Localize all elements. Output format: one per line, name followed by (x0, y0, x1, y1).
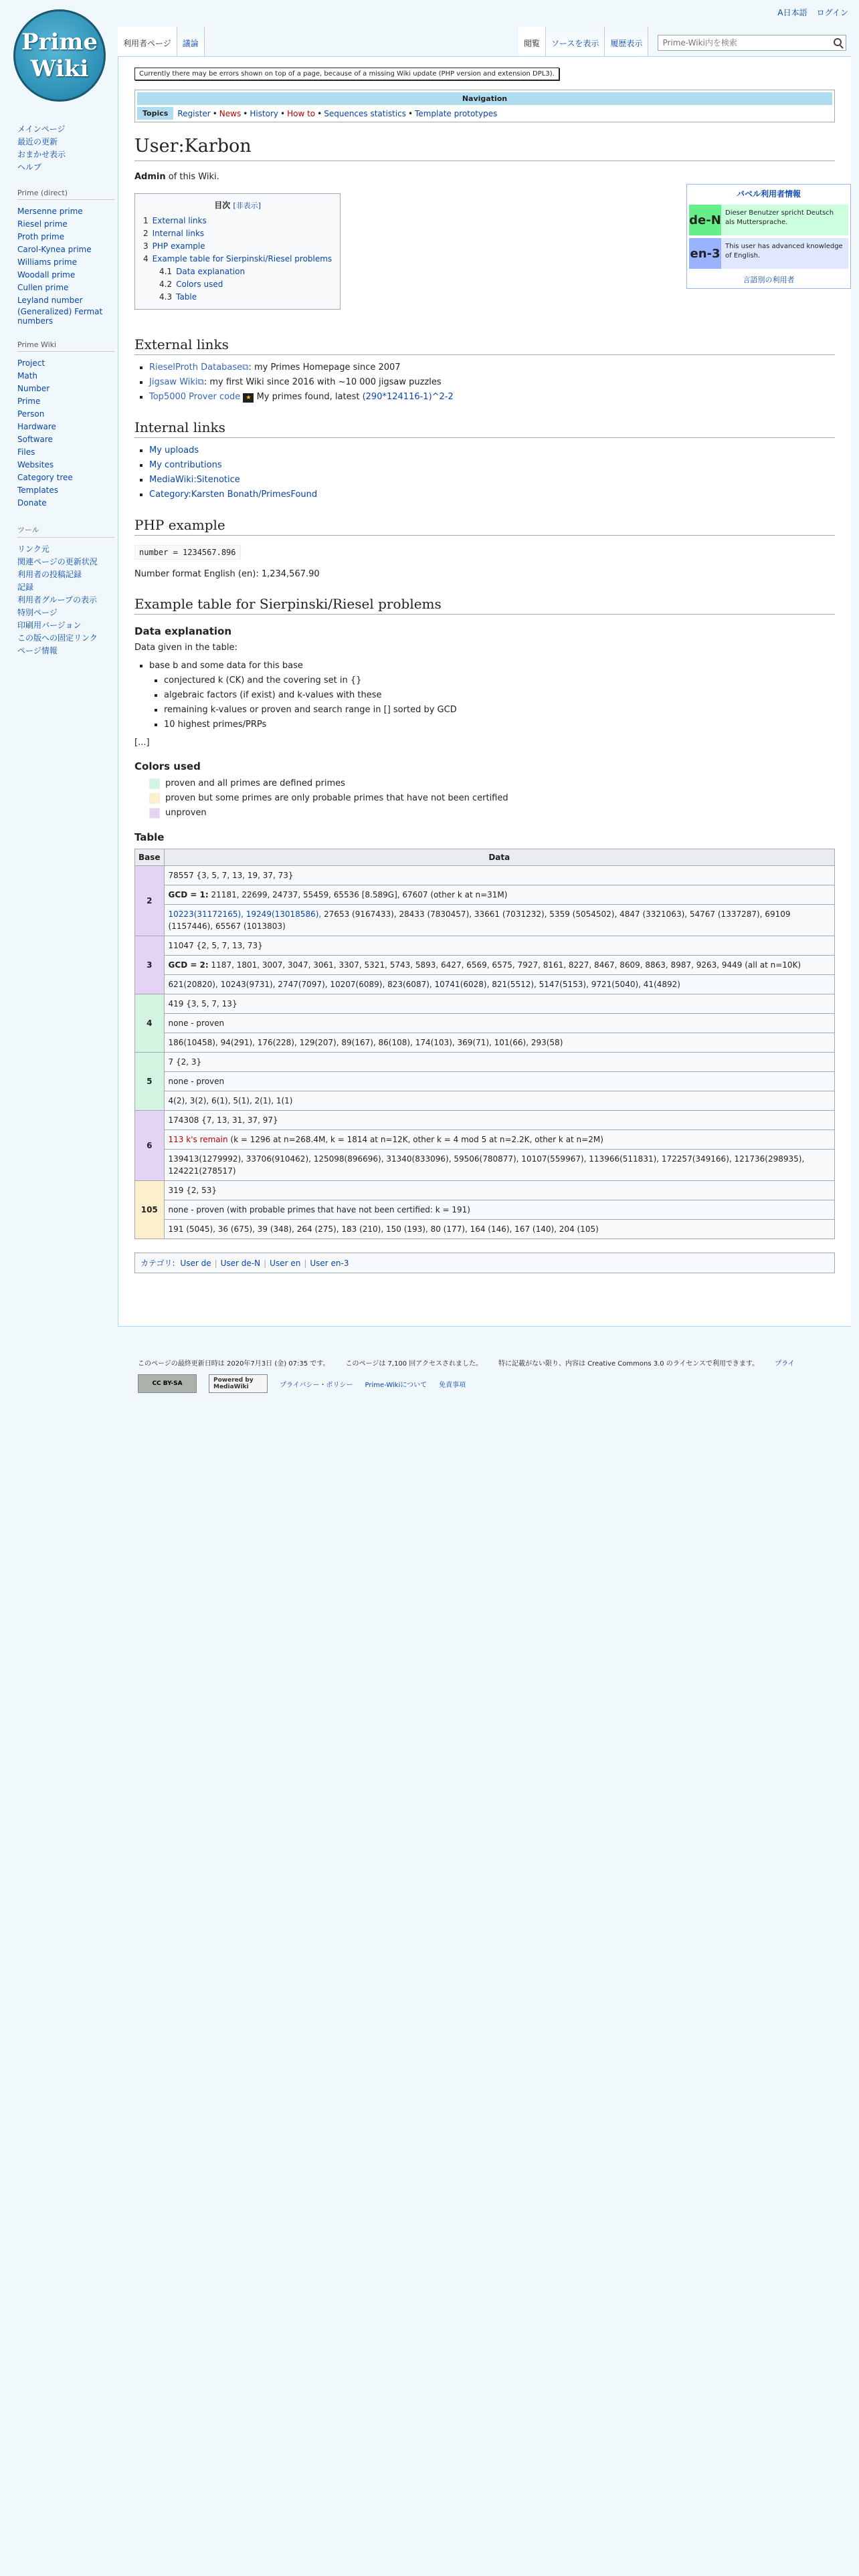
navbox-link-templates[interactable]: Template prototypes (415, 108, 498, 118)
list-item (149, 443, 835, 458)
navbox-title: Navigation (137, 92, 832, 105)
namespace-tabs (118, 27, 205, 56)
toc-subitem[interactable]: 4.1 Data explanation (159, 267, 246, 276)
toc-title: 目次 (214, 201, 231, 210)
personal-tools (777, 7, 848, 18)
toc-item[interactable]: 2 Internal links (143, 229, 205, 238)
table-row (135, 1130, 835, 1150)
toc-header (143, 199, 332, 211)
babel-footer-link[interactable]: 言語別の利用者 (743, 276, 795, 284)
navbox-link-register[interactable]: Register (177, 108, 211, 118)
intro-paragraph (134, 171, 835, 184)
list-item (149, 473, 835, 488)
content-area (118, 56, 851, 1327)
php-code-block: number = 1234567.896 (134, 545, 241, 560)
navbox (134, 90, 835, 122)
colors-legend (149, 776, 835, 821)
data-cell: 419 {3, 5, 7, 13} (164, 994, 834, 1014)
external-link[interactable]: Jigsaw Wiki (149, 377, 198, 387)
powered-by-mediawiki-badge[interactable]: Powered by MediaWiki (209, 1374, 268, 1393)
footer-last-modified: このページの最終更新日時は 2020年7月3日 (金) 07:35 です。 (138, 1360, 330, 1368)
internal-links-list (149, 443, 835, 502)
table-row (135, 1033, 835, 1053)
table-row (135, 1072, 835, 1091)
footer-about-link[interactable]: Prime-Wikiについて (365, 1381, 427, 1389)
sidebar-item-mersenne[interactable]: Mersenne prime (17, 207, 83, 216)
list-item: ▪ Jigsaw Wiki⧉: my first Wiki since 2016 with ~10 000 jigsaw puzzles (149, 375, 835, 390)
base-cell: 5 (135, 1053, 165, 1111)
view-tabs (518, 27, 846, 56)
data-cell: none - proven (164, 1072, 834, 1091)
babel-title[interactable]: バベル利用者情報 (736, 189, 801, 199)
section-internal-links: Internal links (134, 419, 835, 438)
list-item: ▪ conjectured k (CK) and the covering set in {} (164, 673, 835, 688)
remaining-k-link[interactable]: 113 k's remain (168, 1135, 228, 1144)
sidebar-item-person[interactable]: Person (17, 409, 45, 419)
external-link[interactable]: Top5000 Prover code (149, 392, 241, 402)
sidebar-item-hardware[interactable]: Hardware (17, 422, 56, 431)
sidebar-item-contributions[interactable]: 利用者の投稿記録 (17, 570, 82, 579)
intro-text: of this Wiki. (165, 172, 219, 182)
cc-license-badge[interactable]: CC BY-SA (138, 1374, 197, 1393)
sidebar-item-related-changes[interactable]: 関連ページの更新状況 (17, 557, 98, 566)
section-php-example: PHP example (134, 517, 835, 536)
table-row (135, 1200, 835, 1220)
category-link[interactable]: User de (180, 1259, 211, 1268)
sidebar-tools (17, 524, 114, 657)
babel-en-code[interactable]: en-3 (689, 238, 721, 269)
sidebar-item-help[interactable]: ヘルプ (17, 163, 42, 172)
column-header-base: Base (135, 849, 165, 866)
sidebar-item-proth[interactable]: Proth prime (17, 232, 65, 241)
table-row (135, 1150, 835, 1181)
footer-privacy-truncated[interactable]: プライ (775, 1360, 795, 1368)
external-link[interactable]: RieselProth Database (149, 362, 243, 372)
subsection-colors-used: Colors used (134, 760, 201, 772)
list-item: ▪ base b and some data for this base ▪ conjectured k (CK) and the covering set in {} ▪ algebraic factors (if exist) and k-values with these ▪ remaining k-values or proven and search range in [] sorted by GCD ▪ 10 highest primes/PRPs (149, 659, 835, 732)
data-cell: 4(2), 3(2), 6(1), 5(1), 2(1), 1(1) (164, 1091, 834, 1111)
data-cell: 139413(1279992), 33706(910462), 125098(896696), 31340(833096), 59506(780877), 10107(559967), 113966(511831), 172257(349166), 121736(298935), 124221(278517) (164, 1150, 834, 1181)
list-item: ▪ RieselProth Database⧉: my Primes Homepage since 2007 (149, 360, 835, 375)
sidebar-item-prime[interactable]: Prime (17, 397, 41, 406)
footer-view-count: このページは 7,100 回アクセスされました。 (345, 1360, 483, 1368)
page-title: User:Karbon (134, 136, 835, 161)
sidebar-item-math[interactable]: Math (17, 371, 38, 381)
footer-disclaimer-link[interactable]: 免責事項 (439, 1381, 466, 1389)
toc-item[interactable]: 3 PHP example (143, 241, 205, 251)
footer-license: 特に記載がない限り、内容は Creative Commons 3.0 のライセンスで利用できます。 (498, 1360, 759, 1368)
legend-row: unproven (149, 806, 835, 821)
data-cell: GCD = 1: 21181, 22699, 24737, 55459, 65536 [8.589G], 67607 (other k at n=31M) (164, 885, 834, 905)
category-link[interactable]: User en (270, 1259, 301, 1268)
sidebar-item-fermat[interactable]: (Generalized) Fermat numbers (17, 307, 103, 326)
data-explanation-list (149, 659, 835, 732)
toc-item[interactable]: 1 External links (143, 216, 207, 225)
base-cell: 3 (135, 936, 165, 994)
subsection-table: Table (134, 831, 165, 843)
internal-link-sitenotice[interactable]: MediaWiki:Sitenotice (149, 475, 240, 485)
sidebar-tools-heading: ツール (17, 524, 114, 538)
intro-bold: Admin (134, 172, 166, 182)
navbox-link-sequences[interactable]: Sequences statistics (324, 108, 406, 118)
sidebar-item-what-links-here[interactable]: リンク元 (17, 544, 50, 554)
navbox-items: Register • News • History • How to • Sequences statistics • Template prototypes (177, 108, 498, 118)
list-item: ▪ Top5000 Prover code ★ My primes found, latest (290*124116-1)^2-2 (149, 390, 835, 405)
color-swatch (149, 793, 160, 804)
sidebar-item-carol-kynea[interactable]: Carol-Kynea prime (17, 245, 92, 254)
base-cell: 2 (135, 866, 165, 936)
external-link-icon: ⧉ (197, 377, 204, 387)
sidebar-item-main-page[interactable]: メインページ (17, 124, 66, 134)
categories-label[interactable]: カテゴリ: (140, 1259, 175, 1268)
sidebar-prime (17, 189, 114, 326)
table-row (135, 1014, 835, 1033)
tab-read[interactable]: 閲覧 (518, 27, 546, 56)
babel-en-text: This user has advanced knowledge of English. (725, 243, 843, 259)
sidebar-item-williams[interactable]: Williams prime (17, 257, 78, 267)
latest-prime-link[interactable]: (290*124116-1)^2-2 (362, 392, 454, 402)
legend-row: proven and all primes are defined primes (149, 776, 835, 791)
ellipsis-text: [...] (134, 738, 150, 748)
internal-link-contributions[interactable]: My contributions (149, 460, 222, 470)
list-item: ▪ 10 highest primes/PRPs (164, 718, 835, 732)
babel-de-text: Dieser Benutzer spricht Deutsch als Muttersprache. (725, 209, 834, 226)
prime-link[interactable]: 10223(31172165), 19249(13018586), (168, 909, 322, 919)
list-item (149, 488, 835, 502)
subsection-data-explanation: Data explanation (134, 625, 232, 637)
logo-text-line2: Wiki (30, 56, 89, 82)
search-input[interactable] (662, 38, 823, 47)
sidebar-item-recent-changes[interactable]: 最近の更新 (17, 137, 58, 146)
navbox-link-news[interactable]: News (219, 108, 242, 118)
table-header-row (135, 849, 835, 866)
sidebar-item-number[interactable]: Number (17, 384, 50, 393)
data-cell: 319 {2, 53} (164, 1181, 834, 1200)
sidebar-item-software[interactable]: Software (17, 435, 53, 444)
search-icon[interactable] (834, 38, 842, 46)
page-footer (138, 1358, 847, 1393)
tab-discussion[interactable]: 議論 (177, 27, 205, 56)
language-link[interactable]: A日本語 (777, 8, 807, 17)
sidebar-item-websites[interactable]: Websites (17, 460, 54, 469)
sidebar-item-random[interactable]: おまかせ表示 (17, 150, 66, 159)
table-row (135, 994, 835, 1014)
sidebar-prime-heading: Prime (direct) (17, 189, 114, 200)
babel-box (686, 184, 851, 289)
table-row (135, 936, 835, 956)
search-box (658, 35, 846, 51)
footer-privacy-link[interactable]: プライバシー・ポリシー (280, 1381, 353, 1389)
sidebar-wiki-heading: Prime Wiki (17, 340, 114, 352)
data-cell: 10223(31172165), 19249(13018586), 27653 (9167433), 28433 (7830457), 33661 (7031232), 5359 (5054502), 4847 (3321063), 54767 (1337287), 69109 (1157446), 65567 (1013803) (164, 905, 834, 936)
data-cell: 174308 {7, 13, 31, 37, 97} (164, 1111, 834, 1130)
table-of-contents (134, 193, 341, 310)
footer-links (138, 1374, 847, 1393)
sierpinski-riesel-table (134, 849, 835, 1239)
data-intro: Data given in the table: (134, 643, 237, 653)
section-example-table: Example table for Sierpinski/Riesel problems (134, 596, 835, 615)
sidebar-item-cullen[interactable]: Cullen prime (17, 283, 69, 292)
table-row (135, 1091, 835, 1111)
legend-row: proven but some primes are only probable primes that have not been certified (149, 791, 835, 806)
category-link[interactable]: User en-3 (310, 1259, 349, 1268)
navbox-row (137, 107, 832, 120)
sidebar-main (17, 123, 114, 174)
table-row (135, 1181, 835, 1200)
color-swatch (149, 778, 160, 789)
data-cell: none - proven (164, 1014, 834, 1033)
sidebar-item-page-info[interactable]: ページ情報 (17, 646, 58, 655)
sidebar-item-riesel[interactable]: Riesel prime (17, 219, 68, 229)
external-links-list (149, 360, 835, 405)
navbox-link-how-to[interactable]: How to (287, 108, 316, 118)
color-swatch (149, 808, 160, 819)
table-row (135, 956, 835, 975)
logo-text-line1: Prime (21, 29, 98, 56)
sidebar-item-permalink[interactable]: この版への固定リンク (17, 633, 98, 643)
category-links: カテゴリ: User de | User de-N | User en | User en-3 (134, 1253, 835, 1273)
data-cell: none - proven (with probable primes that have not been certified: k = 191) (164, 1200, 834, 1220)
babel-de (688, 204, 849, 236)
sidebar-item-logs[interactable]: 記録 (17, 582, 34, 592)
table-row (135, 975, 835, 994)
internal-link-category[interactable]: Category:Karsten Bonath/PrimesFound (149, 490, 318, 500)
sidebar-item-category-tree[interactable]: Category tree (17, 473, 73, 482)
data-cell: GCD = 2: 1187, 1801, 3007, 3047, 3061, 3307, 5321, 5743, 5893, 6427, 6569, 6575, 7927, 8161, 8227, 8467, 8609, 8863, 8987, 9263, 9449 (all at n=10K) (164, 956, 834, 975)
site-notice: Currently there may be errors shown on top of a page, because of a missing Wiki update (PHP version and extension DPL3). (134, 68, 559, 80)
navbox-link-history[interactable]: History (250, 108, 279, 118)
data-cell: 186(10458), 94(291), 176(228), 129(207), 89(167), 86(108), 174(103), 369(71), 101(66), 293(58) (164, 1033, 834, 1053)
sidebar-item-project[interactable]: Project (17, 358, 45, 368)
tab-user-page[interactable]: 利用者ページ (118, 27, 177, 56)
data-cell: 621(20820), 10243(9731), 2747(7097), 10207(6089), 823(6087), 10741(6028), 821(5512), 5147(5153), 9721(5040), 41(4892) (164, 975, 834, 994)
sidebar-item-donate[interactable]: Donate (17, 498, 47, 508)
sidebar-item-files[interactable]: Files (17, 447, 35, 457)
sidebar-item-user-groups[interactable]: 利用者グループの表示 (17, 595, 98, 605)
sidebar-item-woodall[interactable]: Woodall prime (17, 270, 76, 280)
footer-info (138, 1358, 847, 1368)
tab-view-source[interactable]: ソースを表示 (546, 27, 605, 56)
table-row (135, 885, 835, 905)
php-number-format: Number format English (en): 1,234,567.90 (134, 569, 320, 579)
section-external-links: External links (134, 336, 835, 355)
sidebar-item-printable[interactable]: 印刷用バージョン (17, 621, 82, 630)
column-header-data: Data (164, 849, 834, 866)
tab-history[interactable]: 履歴表示 (605, 27, 648, 56)
data-cell: 78557 {3, 5, 7, 13, 19, 37, 73} (164, 866, 834, 885)
data-cell: 7 {2, 3} (164, 1053, 834, 1072)
table-row (135, 905, 835, 936)
sidebar-item-leyland[interactable]: Leyland number (17, 296, 83, 305)
navbox-label: Topics (137, 107, 173, 120)
list-item: ▪ algebraic factors (if exist) and k-values with these (164, 688, 835, 703)
category-link[interactable]: User de-N (220, 1259, 261, 1268)
external-link-icon: ⧉ (242, 362, 249, 372)
site-logo[interactable] (13, 9, 106, 102)
table-row (135, 1053, 835, 1072)
data-cell: 191 (5045), 36 (675), 39 (348), 264 (275), 183 (210), 150 (193), 80 (177), 164 (146), 167 (140), 204 (105) (164, 1220, 834, 1239)
babel-de-code[interactable]: de-N (689, 205, 721, 235)
sidebar-item-templates[interactable]: Templates (17, 486, 59, 495)
table-row (135, 1220, 835, 1239)
base-cell: 6 (135, 1111, 165, 1181)
toc-subitem[interactable]: 4.2 Colors used (159, 280, 223, 289)
toc-subitem[interactable]: 4.3 Table (159, 292, 197, 302)
toc-item[interactable]: 4 Example table for Sierpinski/Riesel problems (143, 254, 332, 263)
prover-badge-icon: ★ (243, 393, 254, 403)
data-cell: 11047 {2, 5, 7, 13, 73} (164, 936, 834, 956)
internal-link-uploads[interactable]: My uploads (149, 445, 199, 455)
list-item: ▪ remaining k-values or proven and search range in [] sorted by GCD (164, 703, 835, 718)
table-row (135, 1111, 835, 1130)
toc-toggle[interactable]: [非表示] (233, 201, 261, 210)
base-cell: 105 (135, 1181, 165, 1239)
table-row (135, 866, 835, 885)
list-item (149, 458, 835, 473)
babel-en (688, 237, 849, 270)
base-cell: 4 (135, 994, 165, 1053)
login-link[interactable]: ログイン (816, 8, 848, 17)
sidebar-item-special-pages[interactable]: 特別ページ (17, 608, 58, 617)
sidebar (17, 123, 114, 672)
data-cell: 113 k's remain (k = 1296 at n=268.4M, k = 1814 at n=12K, other k = 4 mod 5 at n=2.2K, other k at n=2M) (164, 1130, 834, 1150)
sidebar-wiki (17, 340, 114, 510)
